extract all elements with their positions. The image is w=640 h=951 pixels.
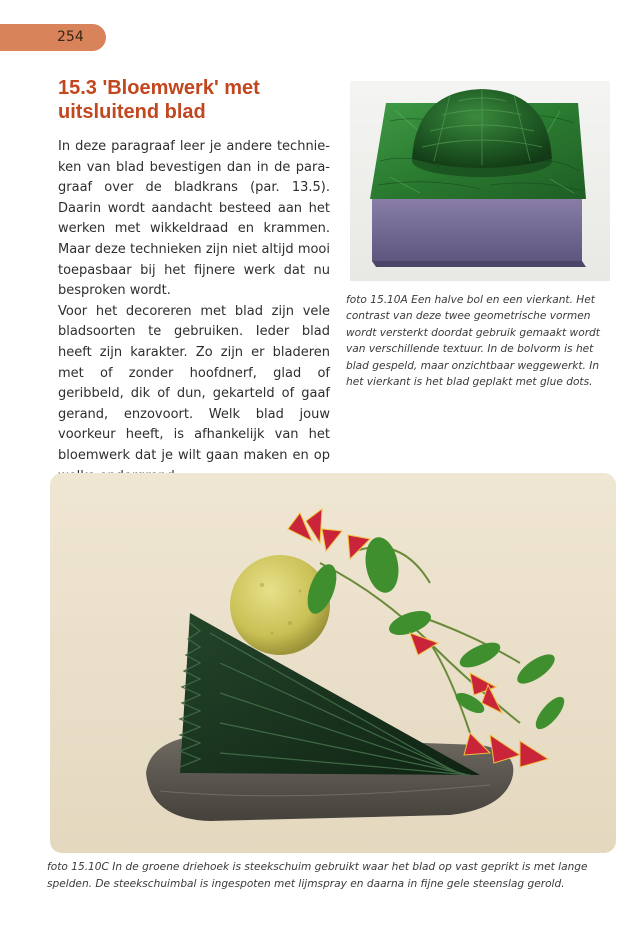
page-number-tab bbox=[0, 24, 106, 51]
page-number: 254 bbox=[57, 29, 84, 45]
caption-15-10a: foto 15.10A Een halve bol en een vierkant. Het contrast van deze twee geometrische vormen wordt versterkt doordat gebruik gemaakt wordt van verschillende textuur. In de bolvorm is het blad gespeld, maar onzichtbaar weggewerkt. In het vierkant is het blad geplakt met glue dots. bbox=[346, 294, 600, 389]
photo-15-10a bbox=[350, 81, 610, 281]
paragraph-1: In deze paragraaf leer je andere technieken van blad bevestigen dan in de paragraaf over de bladkrans (par. 13.5). Daarin wordt aandacht besteed aan het werken met wikkeldraad en krammen. Maar deze technieken zijn niet altijd mooi toepasbaar bij het fijnere werk dat nu besproken wordt. bbox=[58, 139, 330, 299]
paragraph-2: Voor het decoreren met blad zijn vele bladsoorten te gebruiken. Ieder blad heeft zijn karakter. Zo zijn er bladeren met of zonder hoofdnerf, glad of geribbeld, dik of dun, gekarteld of gaaf gerand, enzovoort. Welk blad jouw voorkeur heeft, is afhankelijk van het bloemwerk dat je wilt gaan maken en op bbox=[58, 303, 330, 463]
photo-15-10c bbox=[50, 473, 616, 853]
photo-leaf-triangle-arrangement bbox=[50, 473, 616, 853]
body-text bbox=[58, 137, 330, 487]
section-heading: 15.3 'Bloemwerk' met uitsluitend blad bbox=[58, 77, 260, 123]
caption-15-10c: foto 15.10C In de groene driehoek is steekschuim gebruikt waar het blad op vast geprikt is met lange spelden. De steekschuimbal is ingespoten met lijmspray en daarna in fijne gele steenslag gerold. bbox=[47, 861, 588, 890]
photo-half-sphere-square bbox=[350, 81, 610, 281]
